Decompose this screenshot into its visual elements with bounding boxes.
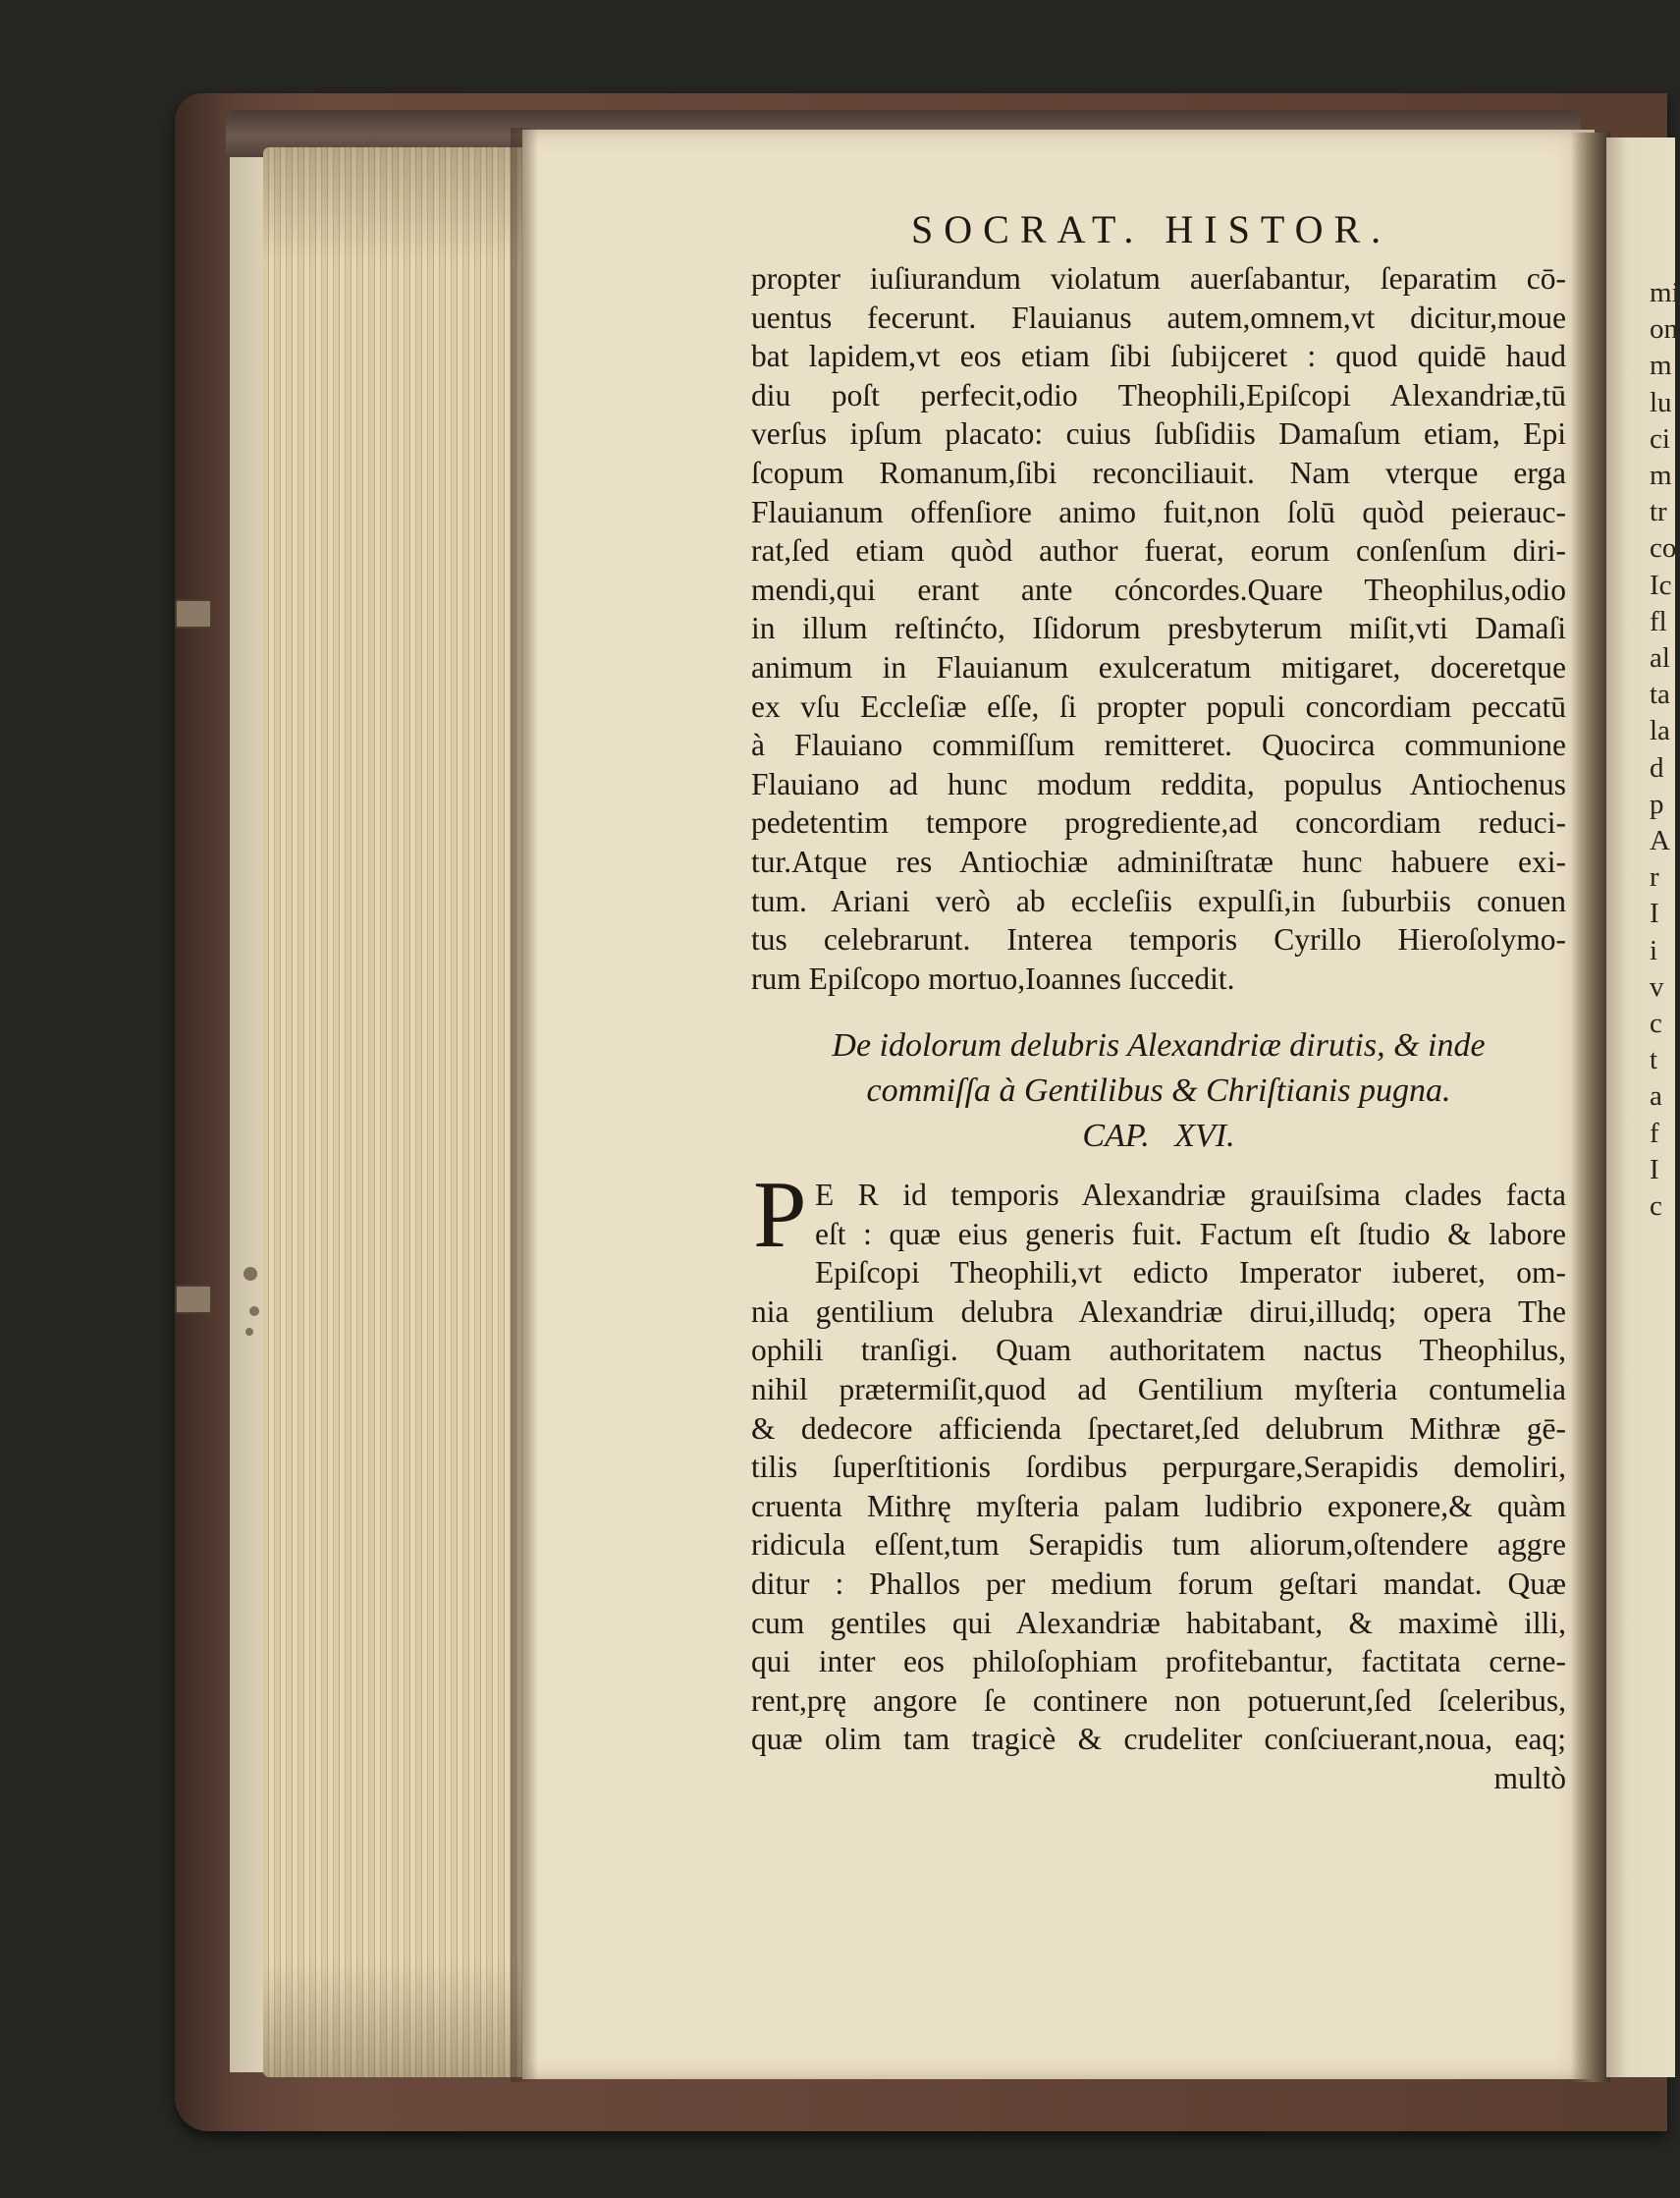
facing-page-fragment: I <box>1650 898 1659 930</box>
facing-page-fragment: al <box>1650 642 1670 674</box>
book-gutter <box>1571 133 1610 2082</box>
text-line: in illum reſtinćto, Iſidorum presbyterum miſit,vti Damaſi <box>751 611 1566 646</box>
text-line: mendi,qui erant ante cóncordes.Quare Theophilus,odio <box>751 572 1566 607</box>
text-line: rum Epiſcopo mortuo,Ioannes ſuccedit. <box>751 961 1235 996</box>
facing-page-fragment: I <box>1650 1153 1659 1185</box>
text-line: cum gentiles qui Alexandriæ habitabant, & maximè illi, <box>751 1605 1566 1640</box>
text-line: tus celebrarunt. Interea temporis Cyrillo Hieroſolymo- <box>751 922 1566 958</box>
text-line: quæ olim tam tragicè & crudeliter conſciuerant,noua, eaq; <box>751 1722 1566 1757</box>
chapter-text <box>751 1176 1566 1798</box>
facing-page-fragment: p <box>1650 788 1664 820</box>
chapter-number: CAP. XVI. <box>1082 1118 1235 1154</box>
facing-page-fragment: i <box>1650 934 1658 966</box>
facing-page-fragment: a <box>1650 1080 1662 1113</box>
facing-page-fragment: la <box>1650 715 1670 747</box>
facing-page-fragment: d <box>1650 751 1664 784</box>
text-line: & dedecore afficienda ſpectaret,ſed delubrum Mithræ gē- <box>751 1410 1566 1446</box>
clasp-lower <box>175 1285 212 1314</box>
chapter-title-line: De idolorum delubris Alexandriæ dirutis, & inde <box>832 1027 1486 1064</box>
text-line: E R id temporis Alexandriæ grauiſsima clades facta <box>815 1178 1566 1212</box>
facing-page-fragment: r <box>1650 861 1659 894</box>
facing-page-fragment: c <box>1650 1008 1662 1039</box>
text-line: ditur : Phallos per medium forum geſtari mandat. Quæ <box>751 1566 1566 1601</box>
text-line: Flauiano ad hunc modum reddita, populus Antiochenus <box>751 766 1566 801</box>
text-line: eſt : quæ eius generis fuit. Factum eſt ſtudio & labore <box>815 1216 1566 1251</box>
text-line: tur.Atque res Antiochiæ adminiſtratæ hunc habuere exi- <box>751 844 1566 879</box>
text-line: diu poſt perfecit,odio Theophili,Epiſcopi Alexandriæ,tū <box>751 377 1566 412</box>
text-line: ſcopum Romanum,ſibi reconciliauit. Nam vterque erga <box>751 455 1566 490</box>
text-line: à Flauiano commiſſum remitteret. Quocirca communione <box>751 728 1566 763</box>
stain-mark <box>244 1267 257 1281</box>
text-line: tum. Ariani verò ab eccleſiis expulſi,in ſuburbiis conuen <box>751 883 1566 918</box>
text-line: cruenta Mithrę myſteria palam ludibrio exponere,& quàm <box>751 1488 1566 1523</box>
facing-page-fragment: Ic <box>1650 569 1672 601</box>
facing-page-fragment: v <box>1650 970 1664 1003</box>
chapter-heading <box>751 1023 1566 1159</box>
text-line: propter iuſiurandum violatum auerſabantur, ſeparatim cō- <box>751 261 1566 296</box>
text-line: verſus ipſum placato: cuius ſubſidiis Damaſum etiam, Epi <box>751 416 1566 452</box>
text-line: nia gentilium delubra Alexandriæ dirui,illudq; opera The <box>751 1293 1566 1329</box>
facing-page-fragment: tr <box>1650 496 1667 528</box>
page-edge-shadow <box>511 128 538 2082</box>
text-line: nihil prætermiſit,quod ad Gentilium myſteria contumelia <box>751 1371 1566 1406</box>
clasp-upper <box>175 599 212 629</box>
text-line: Flauianum offenſiore animo fuit,non ſolū quòd peierauc- <box>751 494 1566 529</box>
page-block-shading <box>263 147 528 2077</box>
drop-cap: P <box>753 1162 807 1268</box>
text-line: uentus fecerunt. Flauianus autem,omnem,vt dicitur,moue <box>751 300 1566 335</box>
stain-mark <box>249 1306 259 1316</box>
facing-page-fragment: ta <box>1650 679 1670 711</box>
facing-page-fragment: t <box>1650 1044 1658 1076</box>
text-line: ridicula eſſent,tum Serapidis tum aliorum,oſtendere aggre <box>751 1527 1566 1563</box>
stain-mark <box>245 1328 253 1336</box>
facing-page-fragment: co <box>1650 532 1677 565</box>
text-line: rent,prę angore ſe continere non potuerunt,ſed ſceleribus, <box>751 1682 1566 1718</box>
text-line: pedetentim tempore progrediente,ad concordiam reduci- <box>751 805 1566 841</box>
facing-page-fragment: on <box>1650 313 1678 346</box>
text-line: bat lapidem,vt eos etiam ſibi ſubijceret : quod quidē haud <box>751 339 1566 374</box>
facing-page-fragment: A <box>1650 825 1670 856</box>
text-line: ophili tranſigi. Quam authoritatem nactus Theophilus, <box>751 1333 1566 1368</box>
text-line: ex vſu Eccleſiæ eſſe, ſi propter populi concordiam peccatū <box>751 688 1566 724</box>
running-head: SOCRAT. HISTOR. <box>911 207 1392 251</box>
text-line: animum in Flauianum exulceratum mitigaret, doceretque <box>751 649 1566 685</box>
catchword: multò <box>1493 1760 1566 1795</box>
facing-page-fragment: m <box>1650 460 1672 491</box>
facing-page-fragment: ci <box>1650 422 1670 455</box>
text-line: tilis ſuperſtitionis ſordibus perpurgare,Serapidis demoliri, <box>751 1450 1566 1485</box>
facing-page-fragment: c <box>1650 1190 1662 1222</box>
body-text <box>751 259 1566 998</box>
chapter-title-line: commiſſa à Gentilibus & Chriſtianis pugna. <box>866 1072 1451 1109</box>
facing-page-fragment: lu <box>1650 386 1672 418</box>
facing-page-fragment: mi <box>1650 277 1680 308</box>
text-line: rat,ſed etiam quòd author fuerat, eorum conſenſum diri- <box>751 533 1566 569</box>
text-line: qui inter eos philoſophiam profitebantur, factitata cerne- <box>751 1644 1566 1679</box>
facing-page-fragment: m <box>1650 350 1672 382</box>
facing-page-fragment: f <box>1650 1117 1659 1149</box>
facing-page-fragment: fl <box>1650 605 1667 637</box>
text-line: Epiſcopi Theophili,vt edicto Imperator iuberet, om- <box>815 1255 1566 1291</box>
